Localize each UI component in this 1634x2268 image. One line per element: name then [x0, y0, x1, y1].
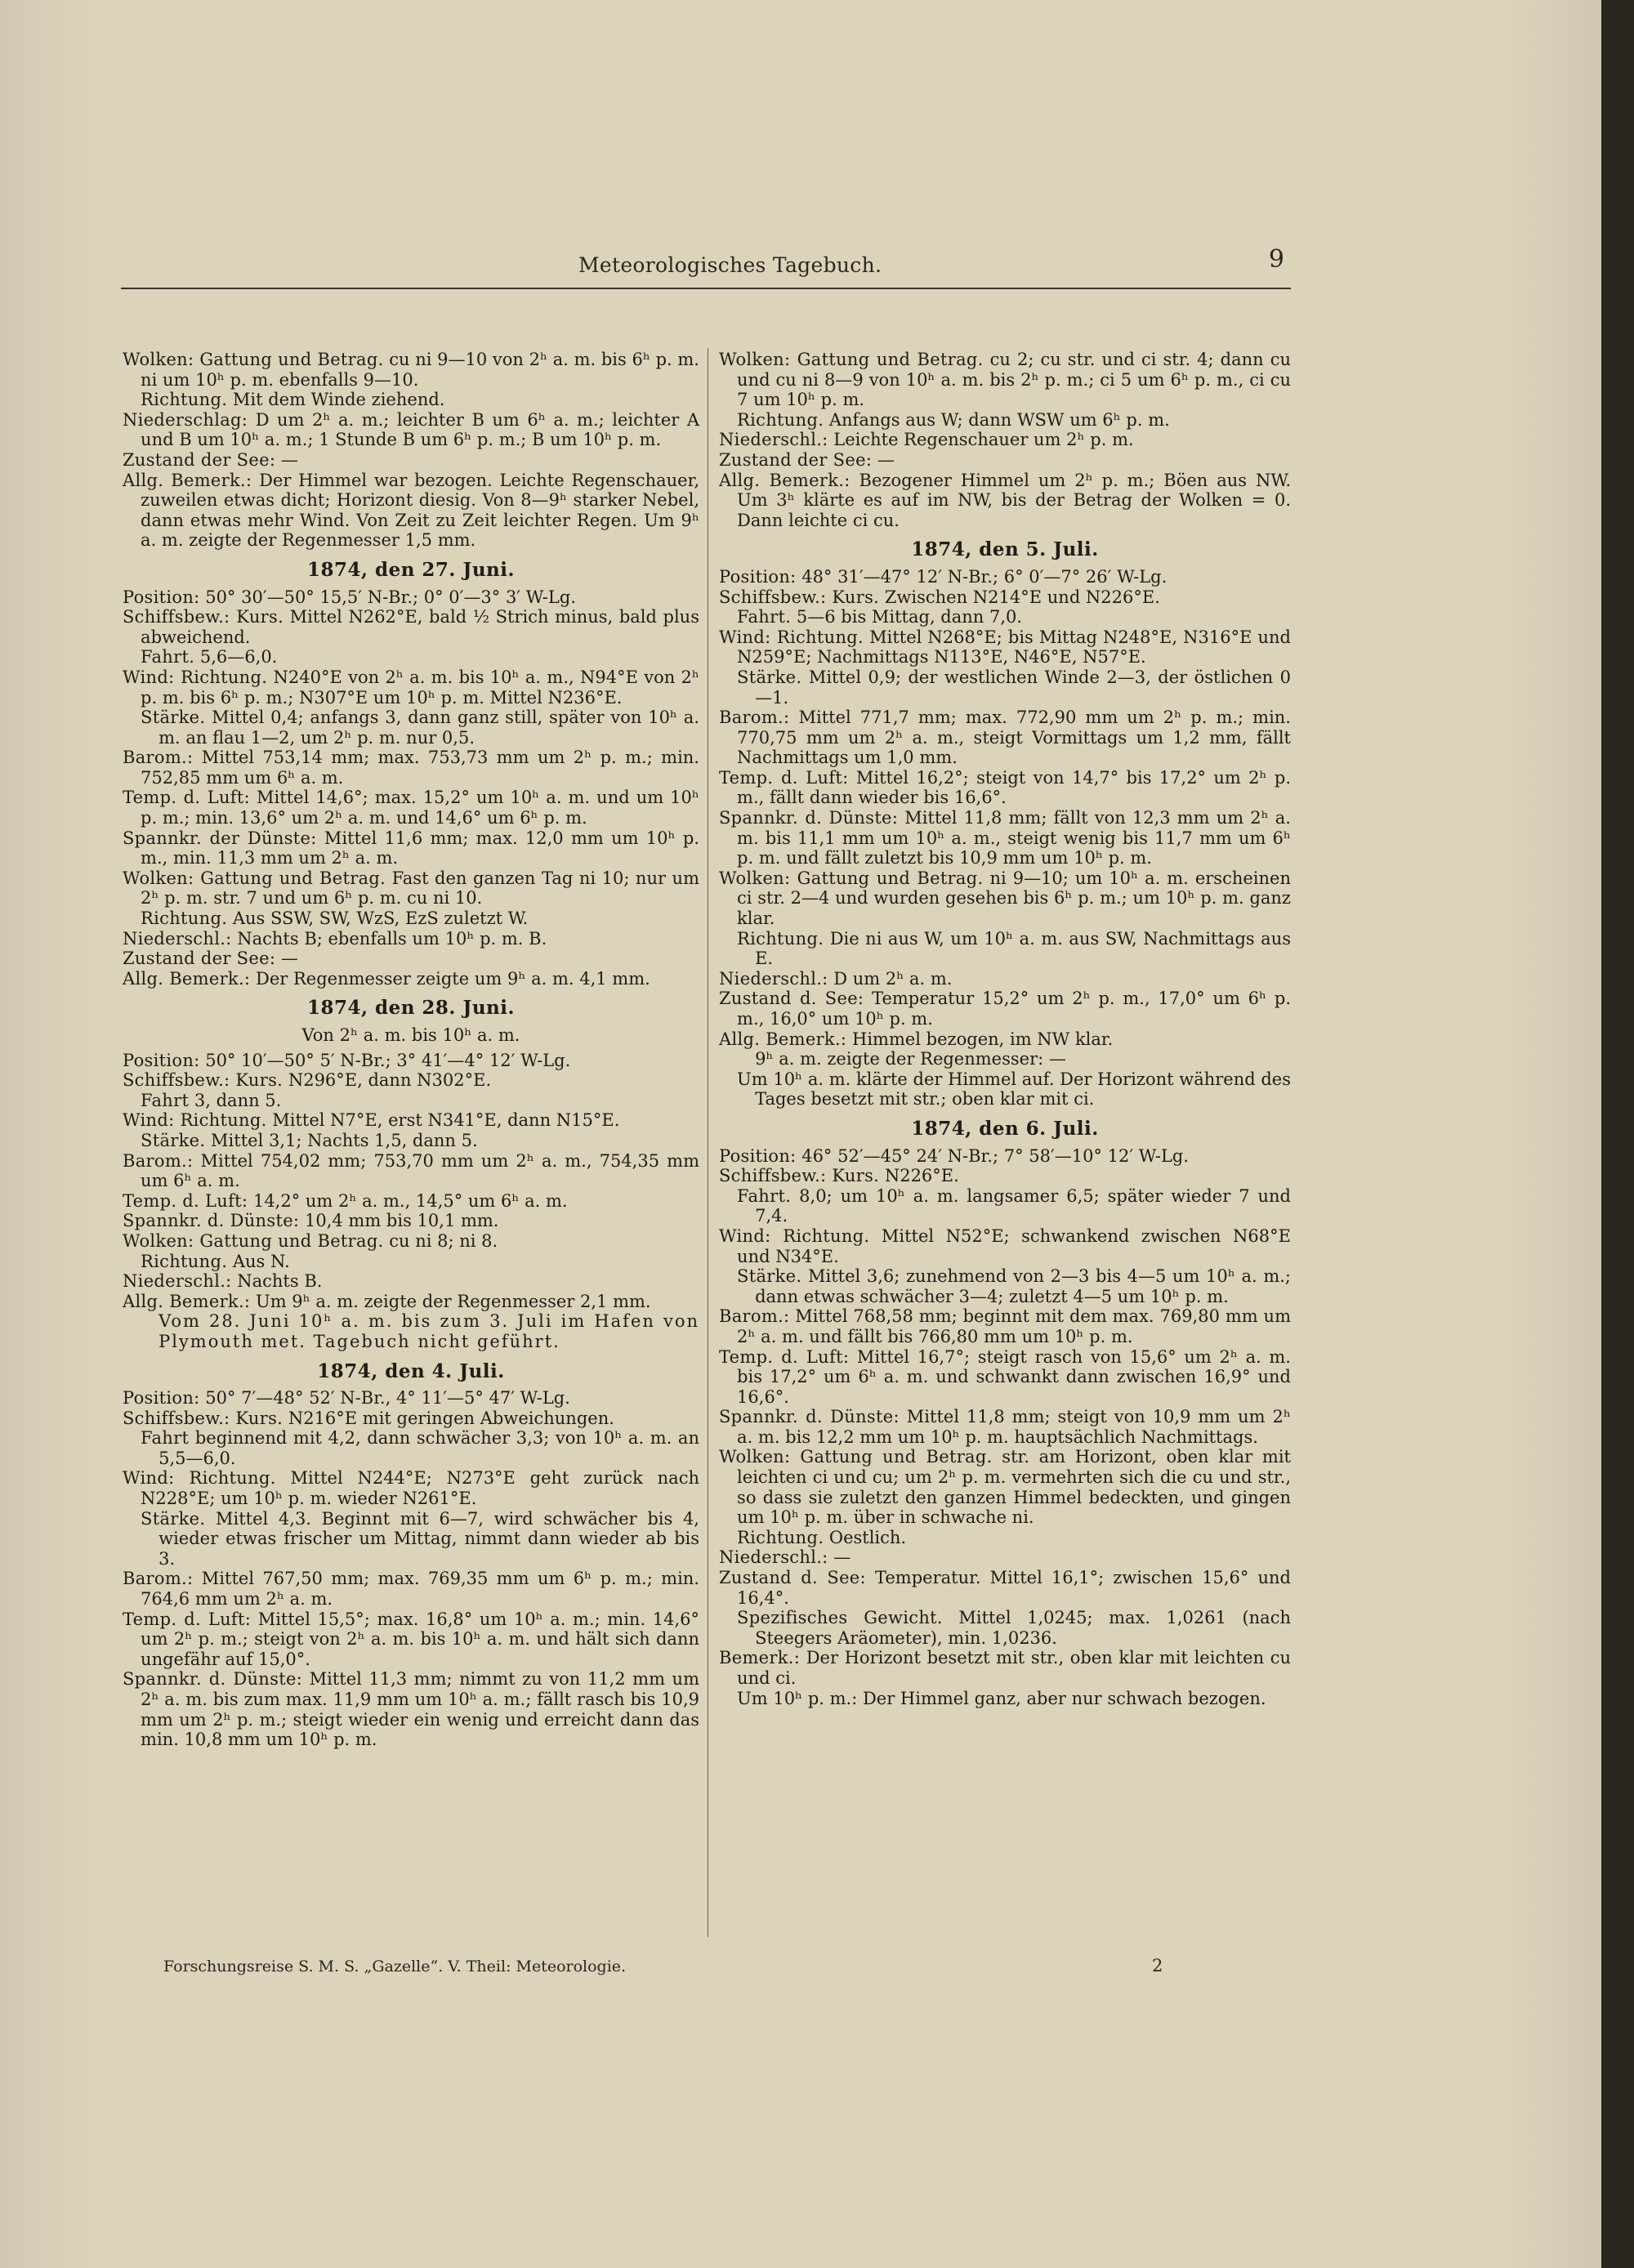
section-title: 1874, den 6. Juli. [911, 1117, 1099, 1140]
entry-label: Wind: Richtung. [719, 1226, 870, 1246]
entry-text: Nachts B. [237, 1271, 323, 1292]
entry-wind-direction [719, 627, 1291, 667]
entry-label: Schiffsbew.: Kurs. [719, 587, 880, 607]
entry-label: Richtung. [737, 928, 824, 949]
entry-text: Mit dem Winde ziehend. [232, 390, 445, 410]
entry-cloud-direction [123, 390, 699, 410]
footer-credit: Forschungsreise S. M. S. „Gazelle“. V. Theil: Meteorologie. [163, 1958, 627, 1976]
entry-label: Barom.: [123, 748, 194, 768]
page-header [121, 245, 1291, 289]
entry-text: Aus SSW, SW, WzS, EzS zuletzt W. [232, 909, 529, 929]
entry-clouds [123, 350, 699, 390]
entry-text: — [280, 949, 298, 969]
entry-air-temp [123, 1609, 699, 1670]
entry-label: Stärke. [141, 1508, 206, 1529]
entry-label: Spannkr. der Dünste: [123, 828, 317, 848]
entry-wind-direction [123, 667, 699, 708]
entry-text: Der Horizont besetzt mit str., oben klar mit leichten cu und ci. [737, 1648, 1291, 1688]
entry-text: Mittel 768,58 mm; beginnt mit dem max. 769,80 mm um 2ʰ a. m. und fällt bis 766,80 mm um 10ʰ p. m. [737, 1306, 1291, 1346]
entry-label: Position: [123, 587, 200, 607]
entry-wind-direction [123, 1468, 699, 1508]
entry-vapour-pressure [719, 1407, 1291, 1447]
entry-text: Temperatur. Mittel 16,1°; zwischen 15,6° und 16,4°. [737, 1568, 1291, 1608]
entry-label: Richtung. [737, 1527, 824, 1547]
entry-label: Niederschl.: [123, 1271, 232, 1292]
entry-text: Zwischen N214°E und N226°E. [884, 587, 1160, 607]
entry-label: Stärke. [737, 1266, 802, 1287]
entry-label: Position: [123, 1388, 200, 1409]
entry-text: Himmel bezogen, im NW klar. [852, 1029, 1114, 1049]
entry-course [123, 1070, 699, 1091]
entry-label: Allg. Bemerk.: [719, 470, 850, 490]
entry-label: Stärke. [141, 1130, 206, 1150]
entry-course [719, 587, 1291, 608]
entry-label: Barom.: [123, 1569, 194, 1589]
entry-remarks-continued [719, 1689, 1291, 1709]
entry-text: Mittel N262°E, bald ½ Strich minus, bald plus abweichend. [141, 607, 699, 647]
left-intro [123, 350, 699, 551]
entry-precipitation [123, 410, 699, 450]
entry-text: Fast den ganzen Tag ni 10; nur um 2ʰ p. m. str. 7 und um 6ʰ p. m. cu ni 10. [141, 868, 699, 909]
entry-specific-gravity [719, 1608, 1291, 1648]
entry-remarks [123, 471, 699, 551]
entry-label: Zustand der See: [123, 449, 276, 470]
entry-label: Position: [719, 566, 797, 587]
entry-label: Richtung. [141, 1251, 228, 1271]
section-title: 1874, den 5. Juli. [911, 538, 1099, 561]
section-28-juni [123, 998, 699, 1351]
entry-sea-state [719, 1568, 1291, 1608]
entry-sea-state [719, 989, 1291, 1029]
entry-clouds [123, 1231, 699, 1252]
entry-text: cu ni 8; ni 8. [389, 1230, 498, 1251]
entry-text: Mittel 11,8 mm; fällt von 12,3 mm um 2ʰ a. m. bis 11,1 mm um 10ʰ a. m., steigt wenig bis 11,7 mm um 6ʰ p. m. und fällt zuletzt bis 10,9 mm um 10ʰ p. m. [737, 808, 1291, 868]
entry-air-temp [123, 1191, 699, 1212]
entry-label: Spannkr. d. Dünste: [719, 1407, 900, 1427]
entry-position [123, 1388, 699, 1409]
entry-text: Mittel 11,8 mm; steigt von 10,9 mm um 2ʰ a. m. bis 12,2 mm um 10ʰ p. m. hauptsächlich Nachmittags. [737, 1407, 1291, 1447]
entry-text: 14,2° um 2ʰ a. m., 14,5° um 6ʰ a. m. [252, 1190, 568, 1211]
entry-barometer [123, 1151, 699, 1191]
entry-label: Allg. Bemerk.: [123, 470, 252, 490]
entry-clouds [719, 868, 1291, 929]
entry-precipitation [123, 929, 699, 949]
entry-text: Mittel 4,3. Beginnt mit 6—7, wird schwächer bis 4, wieder etwas frischer um Mittag, nimmt dann wieder ab bis 3. [158, 1508, 699, 1569]
entry-label: Wolken: Gattung und Betrag. [123, 350, 384, 369]
entry-label: Allg. Bemerk.: [123, 1291, 251, 1311]
entry-text: Mittel 771,7 mm; max. 772,90 mm um 2ʰ p. m.; min. 770,75 mm um 2ʰ a. m., steigt Vormittags um 1,2 mm, fällt Nachmittags um 1,0 mm. [737, 708, 1291, 768]
entry-precipitation [719, 969, 1291, 989]
entry-label: Temp. d. Luft: [123, 1190, 248, 1211]
entry-position [719, 1146, 1291, 1167]
entry-label: Spannkr. d. Dünste: [719, 808, 899, 828]
entry-text: 9ʰ a. m. zeigte der Regenmesser: — [755, 1049, 1066, 1069]
entry-label: Wolken: Gattung und Betrag. [719, 1447, 993, 1467]
section-subtitle: Von 2ʰ a. m. bis 10ʰ a. m. [301, 1025, 520, 1045]
entry-label: Schiffsbew.: Kurs. [123, 1408, 283, 1428]
entry-text: — [833, 1547, 851, 1568]
entry-barometer [123, 1569, 699, 1609]
entry-sea-state [123, 450, 699, 471]
entry-text: Mittel 1,0245; max. 1,0261 (nach Steegers Aräometer), min. 1,0236. [755, 1608, 1291, 1648]
entry-label: Temp. d. Luft: [123, 788, 250, 808]
entry-speed [123, 647, 699, 667]
entry-text: N240°E von 2ʰ a. m. bis 10ʰ a. m., N94°E von 2ʰ p. m. bis 6ʰ p. m.; N307°E um 10ʰ p. m. Mittel N236°E. [141, 667, 699, 708]
entry-label: Barom.: [719, 708, 790, 728]
entry-text: — [280, 449, 298, 470]
entry-vapour-pressure [719, 808, 1291, 868]
entry-text: 50° 7′—48° 52′ N-Br., 4° 11′—5° 47′ W-Lg. [205, 1388, 570, 1409]
entry-clouds [123, 868, 699, 909]
entry-wind-direction [719, 1226, 1291, 1266]
entry-text: beginnend mit 4,2, dann schwächer 3,3; von 10ʰ a. m. an 5,5—6,0. [158, 1428, 699, 1468]
entry-cloud-direction [123, 1252, 699, 1272]
section-title: 1874, den 4. Juli. [317, 1359, 505, 1382]
entry-text: Mittel 15,5°; max. 16,8° um 10ʰ a. m.; min. 14,6° um 2ʰ p. m.; steigt von 2ʰ a. m. bis 10ʰ a. m. und hält sich dann ungefähr auf 15,0°. [141, 1609, 699, 1669]
entry-label: Wolken: Gattung und Betrag. [719, 350, 984, 369]
right-column [719, 350, 1291, 1708]
entry-wind-strength [123, 1131, 699, 1151]
entry-cloud-direction [719, 1528, 1291, 1548]
section-27-juni [123, 560, 699, 989]
entry-text: 50° 30′—50° 15,5′ N-Br.; 0° 0′—3° 3′ W-Lg. [205, 587, 576, 607]
entry-text: Mittel 3,1; Nachts 1,5, dann 5. [211, 1130, 478, 1150]
entry-text: Mittel 0,4; anfangs 3, dann ganz still, später von 10ʰ a. m. an flau 1—2, um 2ʰ p. m. nur 0,5. [158, 708, 699, 748]
entry-label: Richtung. [737, 409, 824, 430]
entry-text: Mittel 11,3 mm; nimmt zu von 11,2 mm um 2ʰ a. m. bis zum max. 11,9 mm um 10ʰ a. m.; fällt rasch bis 10,9 mm um 2ʰ p. m.; steigt wieder ein wenig und erreicht dann das min. 10,8 mm um 10ʰ p. m. [141, 1669, 699, 1750]
entry-rain-gauge [719, 1049, 1291, 1069]
entry-text: D um 2ʰ a. m.; leichter B um 6ʰ a. m.; leichter A und B um 10ʰ a. m.; 1 Stunde B um 6ʰ p. m.; B um 10ʰ p. m. [141, 409, 699, 450]
entry-label: Temp. d. Luft: [719, 1346, 850, 1367]
entry-label: Barom.: [123, 1150, 194, 1171]
entry-label: Wolken: Gattung und Betrag. [123, 1230, 384, 1251]
entry-air-temp [719, 1347, 1291, 1408]
entry-text: 5—6 bis Mittag, dann 7,0. [796, 607, 1023, 627]
entry-text: Mittel 754,02 mm; 753,70 mm um 2ʰ a. m., 754,35 mm um 6ʰ a. m. [141, 1150, 699, 1191]
entry-label: Zustand der See: [123, 949, 276, 969]
entry-label: Niederschl.: [719, 1547, 828, 1568]
entry-text: N216°E mit geringen Abweichungen. [288, 1408, 614, 1428]
entry-course [719, 1166, 1291, 1186]
entry-text: 10,4 mm bis 10,1 mm. [305, 1211, 499, 1231]
entry-text: Der Regenmesser zeigte um 9ʰ a. m. 4,1 mm. [256, 968, 650, 989]
entry-speed [719, 607, 1291, 627]
entry-position [123, 1051, 699, 1071]
entry-text: Mittel 16,2°; steigt von 14,7° bis 17,2° um 2ʰ p. m., fällt dann wieder bis 16,6°. [737, 767, 1291, 808]
entry-text: Leichte Regenschauer um 2ʰ p. m. [833, 430, 1134, 450]
entry-remarks [123, 969, 699, 989]
entry-label: Wolken: Gattung und Betrag. [123, 868, 386, 888]
entry-text: N296°E, dann N302°E. [288, 1070, 492, 1091]
sheet-signature: 2 [1152, 1956, 1163, 1976]
entry-barometer [719, 1306, 1291, 1346]
running-title: Meteorologisches Tagebuch. [578, 253, 882, 277]
entry-text: Oestlich. [828, 1527, 907, 1547]
entry-text: 3, dann 5. [194, 1090, 282, 1110]
entry-speed [123, 1091, 699, 1111]
entry-label: Stärke. [737, 667, 802, 687]
section-5-juli [719, 540, 1291, 1109]
entry-label: Niederschl.: [719, 430, 828, 450]
entry-label: Zustand d. See: [719, 989, 864, 1009]
page-number: 9 [1268, 245, 1284, 274]
entry-vapour-pressure [123, 828, 699, 868]
entry-text: D um 2ʰ a. m. [833, 968, 953, 989]
entry-label: Fahrt [141, 1090, 190, 1110]
entry-text: Um 10ʰ a. m. klärte der Himmel auf. Der Horizont während des Tages besetzt mit str.; oben klar mit ci. [737, 1069, 1291, 1109]
entry-remarks [719, 1648, 1291, 1688]
entry-label: Temp. d. Luft: [123, 1609, 252, 1629]
entry-remarks [123, 1292, 699, 1312]
entry-text: Der Himmel war bezogen. Leichte Regenschauer, zuweilen etwas dicht; Horizont diesig. Von 8—9ʰ starker Nebel, dann etwas mehr Wind. Von Zeit zu Zeit leichter Regen. Um 9ʰ a. m. zeigte der Regenmesser 1,5 mm. [141, 470, 699, 551]
entry-label: Schiffsbew.: Kurs. [719, 1166, 880, 1186]
entry-barometer [719, 708, 1291, 768]
entry-label: Schiffsbew.: Kurs. [123, 607, 284, 627]
entry-label: Barom.: [719, 1306, 790, 1327]
entry-text: — [877, 449, 895, 470]
entry-position [123, 587, 699, 608]
entry-wind-strength [123, 1509, 699, 1569]
section-title: 1874, den 28. Juni. [306, 997, 516, 1020]
entry-wind-strength [719, 1266, 1291, 1306]
entry-remarks [719, 1029, 1291, 1050]
entry-sea-state [719, 450, 1291, 471]
entry-label: Niederschl.: [123, 928, 232, 949]
section-4-juli [123, 1359, 699, 1750]
entry-clouds [719, 350, 1291, 410]
right-intro [719, 350, 1291, 530]
entry-label: Fahrt. [737, 607, 792, 627]
left-column [123, 350, 699, 1750]
entry-text: Mittel 0,9; der westlichen Winde 2—3, der östlichen 0—1. [755, 667, 1291, 708]
entry-text: cu ni 9—10 von 2ʰ a. m. bis 6ʰ p. m. ni um 10ʰ p. m. ebenfalls 9—10. [141, 350, 699, 390]
entry-vapour-pressure [123, 1669, 699, 1749]
entry-label: Allg. Bemerk.: [719, 1029, 847, 1049]
entry-text: N226°E. [884, 1166, 959, 1186]
entry-label: Position: [123, 1050, 200, 1070]
entry-text: 50° 10′—50° 5′ N-Br.; 3° 41′—4° 12′ W-Lg. [205, 1050, 571, 1070]
entry-text: Mittel N268°E; bis Mittag N248°E, N316°E und N259°E; Nachmittags N113°E, N46°E, N57°E. [737, 627, 1291, 667]
entry-label: Bemerk.: [719, 1648, 801, 1668]
entry-wind-strength [123, 708, 699, 748]
entry-text: Mittel N7°E, erst N341°E, dann N15°E. [272, 1110, 620, 1131]
entry-cloud-direction [719, 929, 1291, 969]
entry-speed [123, 1428, 699, 1468]
entry-label: Zustand der See: [719, 449, 873, 470]
entry-label: Wolken: Gattung und Betrag. [719, 868, 984, 888]
entry-label: Niederschlag: [123, 409, 248, 430]
entry-text: Mittel 11,6 mm; max. 12,0 mm um 10ʰ p. m., min. 11,3 mm um 2ʰ a. m. [141, 828, 699, 868]
entry-label: Wind: Richtung. [123, 1110, 267, 1131]
entry-remarks [719, 471, 1291, 531]
entry-label: Richtung. [141, 909, 228, 929]
entry-text: 46° 52′—45° 24′ N-Br.; 7° 58′—10° 12′ W-Lg. [801, 1145, 1190, 1166]
entry-label: Niederschl.: [719, 968, 828, 989]
entry-sea-state [123, 949, 699, 969]
entry-wind-strength [719, 667, 1291, 708]
entry-text: Nachts B; ebenfalls um 10ʰ p. m. B. [237, 928, 547, 949]
entry-label: Wind: Richtung. [123, 667, 268, 687]
entry-cloud-direction [719, 410, 1291, 431]
entry-course [123, 607, 699, 647]
entry-speed [719, 1186, 1291, 1226]
entry-text: str. am Horizont, oben klar mit leichten ci und cu; um 2ʰ p. m. vermehrten sich die cu und str., so dass sie zuletzt den ganzen Himmel bedeckten, und gingen um 10ʰ p. m. über in schwache ni. [737, 1447, 1291, 1528]
entry-clouds [719, 1447, 1291, 1527]
entry-text: Mittel N244°E; N273°E geht zurück nach N228°E; um 10ʰ p. m. wieder N261°E. [141, 1468, 699, 1509]
entry-label: Fahrt. [737, 1185, 792, 1206]
entry-label: Fahrt. [141, 647, 195, 667]
entry-barometer [123, 748, 699, 788]
entry-label: Wind: Richtung. [719, 627, 864, 647]
entry-air-temp [123, 788, 699, 828]
entry-text: Um 9ʰ a. m. zeigte der Regenmesser 2,1 mm. [256, 1291, 651, 1311]
entry-text: Mittel 753,14 mm; max. 753,73 mm um 2ʰ p. m.; min. 752,85 mm um 6ʰ a. m. [141, 748, 699, 788]
entry-text: 5,6—6,0. [199, 647, 278, 667]
entry-label: Fahrt [141, 1428, 190, 1449]
entry-label: Temp. d. Luft: [719, 767, 849, 788]
entry-vapour-pressure [123, 1211, 699, 1231]
entry-label: Spannkr. d. Dünste: [123, 1211, 300, 1231]
entry-label: Schiffsbew.: Kurs. [123, 1070, 283, 1091]
entry-cloud-direction [123, 909, 699, 929]
entry-text: Mittel 14,6°; max. 15,2° um 10ʰ a. m. und um 10ʰ p. m.; min. 13,6° um 2ʰ a. m. und 14,6° um 6ʰ p. m. [141, 788, 699, 828]
entry-label: Stärke. [141, 708, 206, 728]
entry-text: Die ni aus W, um 10ʰ a. m. aus SW, Nachmittags aus E. [755, 928, 1291, 969]
entry-label: Spezifisches Gewicht. [737, 1608, 943, 1628]
entry-course [123, 1409, 699, 1429]
entry-precipitation [123, 1271, 699, 1292]
entry-text: 48° 31′—47° 12′ N-Br.; 6° 0′—7° 26′ W-Lg. [801, 566, 1167, 587]
entry-label: Zustand d. See: [719, 1568, 866, 1588]
entry-label: Spannkr. d. Dünste: [123, 1669, 303, 1690]
entry-text: Mittel N52°E; schwankend zwischen N68°E und N34°E. [737, 1226, 1291, 1266]
section-6-juli [719, 1119, 1291, 1708]
entry-text: Aus N. [232, 1251, 290, 1271]
entry-label: Position: [719, 1145, 797, 1166]
entry-precipitation [719, 430, 1291, 450]
entry-wind-direction [123, 1110, 699, 1131]
entry-text: ni 9—10; um 10ʰ a. m. erscheinen ci str. 2—4 und wurden gesehen bis 6ʰ p. m.; um 10ʰ p. m. ganz klar. [737, 868, 1291, 929]
entry-text: Mittel 3,6; zunehmend von 2—3 bis 4—5 um 10ʰ a. m.; dann etwas schwächer 3—4; zuletzt 4—5 um 10ʰ p. m. [755, 1266, 1291, 1306]
entry-text: 8,0; um 10ʰ a. m. langsamer 6,5; später wieder 7 und 7,4. [755, 1185, 1291, 1226]
entry-text: Mittel 16,7°; steigt rasch von 15,6° um 2ʰ a. m. bis 17,2° um 6ʰ a. m. und schwankt dann zwischen 16,9° und 16,6°. [737, 1346, 1291, 1407]
entry-precipitation [719, 1547, 1291, 1568]
entry-text: Anfangs aus W; dann WSW um 6ʰ p. m. [828, 409, 1170, 430]
entry-text: cu 2; cu str. und ci str. 4; dann cu und cu ni 8—9 von 10ʰ a. m. bis 2ʰ p. m.; ci 5 um 6ʰ p. m., ci cu 7 um 10ʰ p. m. [737, 350, 1291, 410]
entry-text: Mittel 767,50 mm; max. 769,35 mm um 6ʰ p. m.; min. 764,6 mm um 2ʰ a. m. [141, 1569, 699, 1609]
entry-air-temp [719, 768, 1291, 808]
entry-text: Um 10ʰ p. m.: Der Himmel ganz, aber nur schwach bezogen. [737, 1688, 1266, 1708]
entry-label: Allg. Bemerk.: [123, 968, 251, 989]
entry-remarks-continued [719, 1069, 1291, 1109]
entry-label: Wind: Richtung. [123, 1468, 276, 1489]
entry-label: Richtung. [141, 390, 228, 410]
entry-position [719, 567, 1291, 587]
harbour-note: Vom 28. Juni 10ʰ a. m. bis zum 3. Juli im Hafen von Plymouth met. Tagebuch nicht geführt. [158, 1311, 699, 1351]
entry-text: Temperatur 15,2° um 2ʰ p. m., 17,0° um 6ʰ p. m., 16,0° um 10ʰ p. m. [737, 989, 1291, 1029]
section-title: 1874, den 27. Juni. [306, 558, 516, 581]
page-footer [163, 1958, 1291, 1990]
entry-text: Bezogener Himmel um 2ʰ p. m.; Böen aus NW. Um 3ʰ klärte es auf im NW, bis der Betrag der Wolken = 0. Dann leichte ci cu. [737, 470, 1291, 530]
